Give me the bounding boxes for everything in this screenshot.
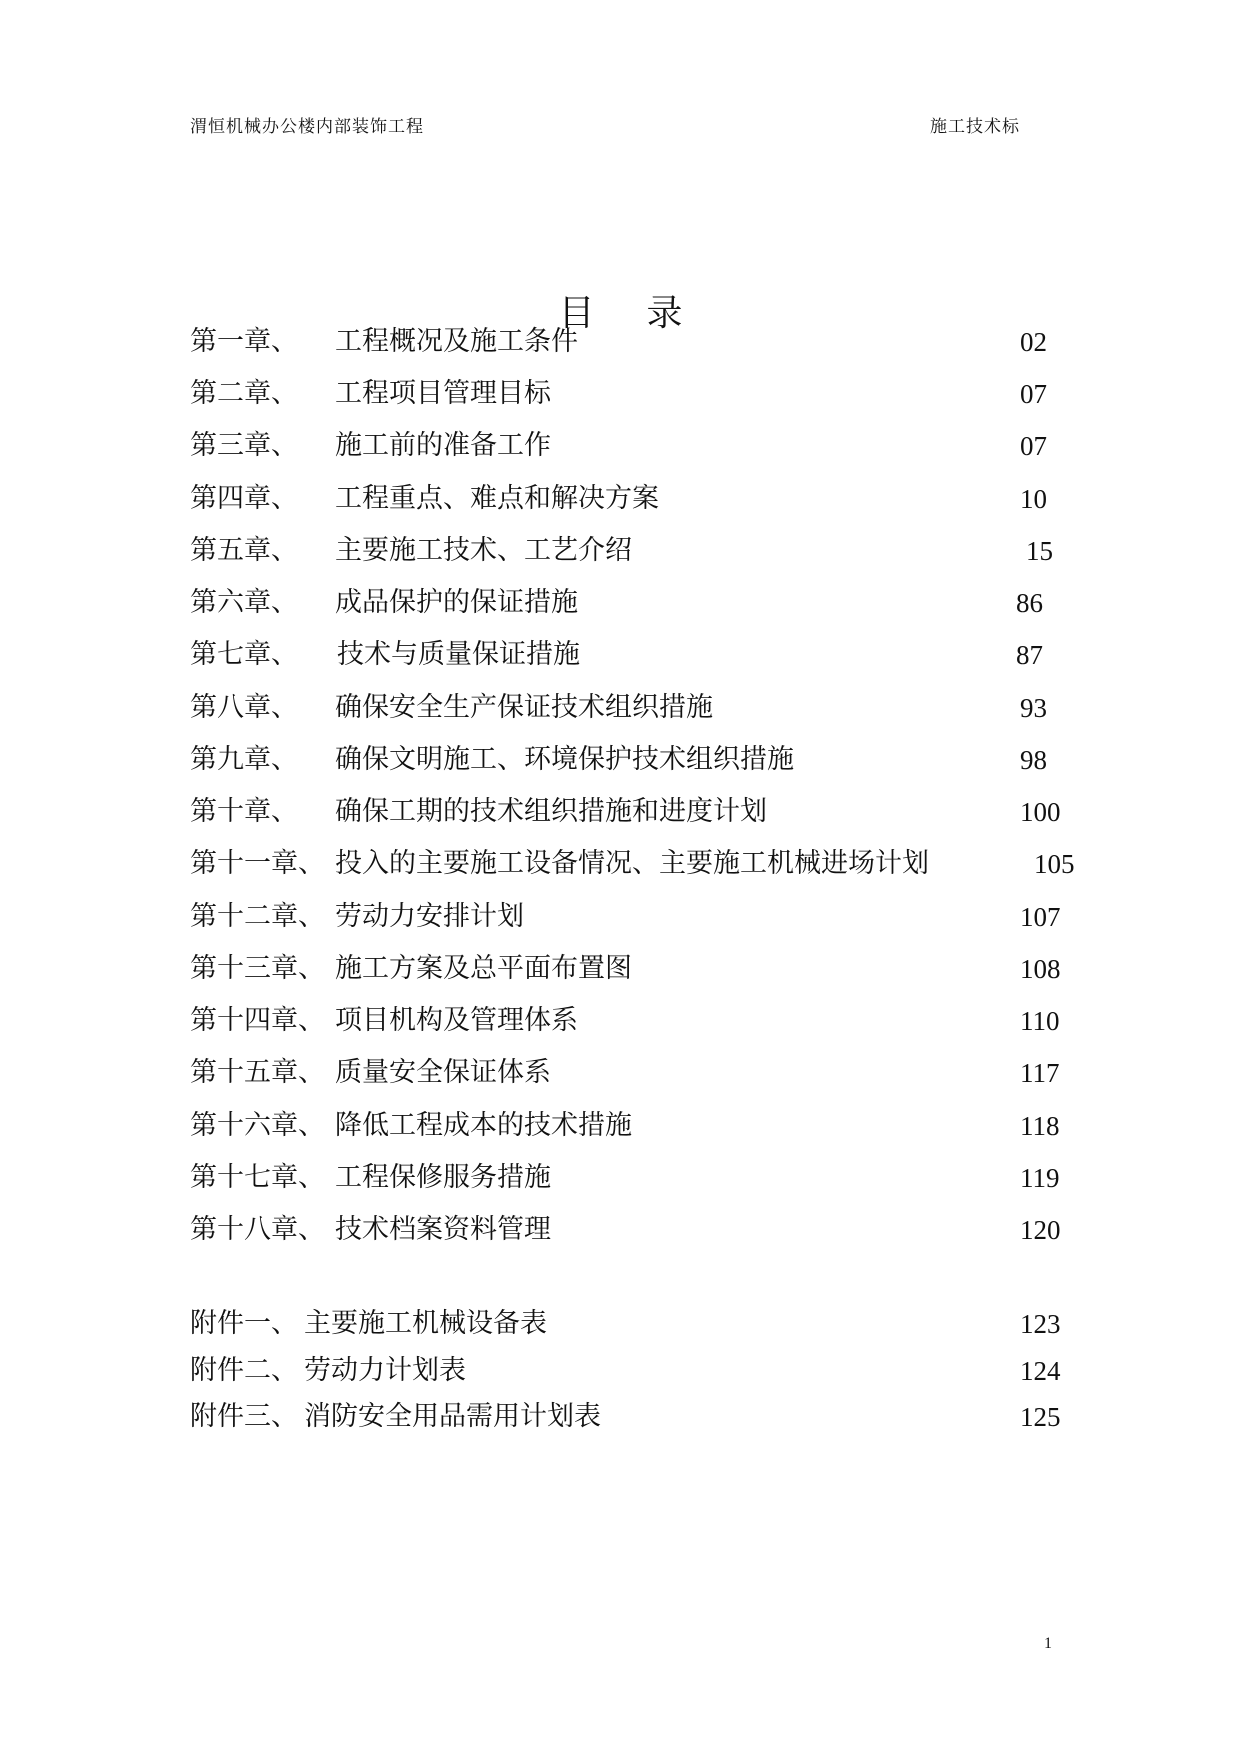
toc-row[interactable] — [190, 688, 1090, 728]
toc-row[interactable] — [190, 426, 1090, 466]
toc-chapter: 第十七章、 — [190, 1162, 325, 1193]
toc-chapter: 第四章、 — [190, 483, 298, 514]
toc-title: 工程概况及施工条件 — [335, 326, 578, 357]
toc-title: 技术与质量保证措施 — [337, 639, 580, 670]
toc-row[interactable] — [190, 479, 1090, 519]
toc-row[interactable] — [190, 792, 1090, 832]
appendix-page: 125 — [1020, 1402, 1061, 1432]
toc-title: 投入的主要施工设备情况、主要施工机械进场计划 — [335, 848, 929, 879]
appendix-label: 附件二、 — [190, 1355, 298, 1386]
toc-row[interactable] — [190, 1001, 1090, 1041]
appendix-row[interactable] — [190, 1351, 1090, 1391]
page-number: 1 — [1044, 1635, 1052, 1652]
toc-page: 15 — [1026, 536, 1053, 566]
toc-row[interactable] — [190, 322, 1090, 362]
title-char-1: 目 — [558, 293, 595, 334]
appendix-row[interactable] — [190, 1304, 1090, 1344]
header-doc-type: 施工技术标 — [930, 117, 1020, 137]
toc-title: 质量安全保证体系 — [335, 1057, 551, 1088]
toc-row[interactable] — [190, 635, 1090, 675]
title-char-2: 录 — [646, 293, 683, 334]
appendix-title: 劳动力计划表 — [304, 1355, 466, 1386]
toc-page: 108 — [1020, 954, 1061, 984]
toc-title: 施工前的准备工作 — [335, 430, 551, 461]
toc-chapter: 第十一章、 — [190, 848, 325, 879]
toc-page: 110 — [1020, 1006, 1060, 1036]
toc-row[interactable] — [190, 374, 1090, 414]
appendix-page: 124 — [1020, 1356, 1061, 1386]
toc-row[interactable] — [190, 844, 1090, 884]
toc-page: 118 — [1020, 1111, 1060, 1141]
toc-chapter: 第十六章、 — [190, 1110, 325, 1141]
toc-title: 施工方案及总平面布置图 — [335, 953, 632, 984]
toc-row[interactable] — [190, 1158, 1090, 1198]
toc-page: 10 — [1020, 484, 1047, 514]
toc-chapter: 第十二章、 — [190, 901, 325, 932]
toc-page: 86 — [1016, 588, 1043, 618]
toc-title: 主要施工技术、工艺介绍 — [335, 535, 632, 566]
toc-chapter: 第十章、 — [190, 796, 298, 827]
appendix-title: 主要施工机械设备表 — [304, 1308, 547, 1339]
appendix-page: 123 — [1020, 1309, 1061, 1339]
toc-page: 07 — [1020, 379, 1047, 409]
toc-title: 工程重点、难点和解决方案 — [335, 483, 659, 514]
toc-page: 93 — [1020, 693, 1047, 723]
toc-page: 100 — [1020, 797, 1061, 827]
toc-chapter: 第七章、 — [190, 639, 298, 670]
toc-title: 项目机构及管理体系 — [335, 1005, 578, 1036]
toc-page: 120 — [1020, 1215, 1061, 1245]
toc-row[interactable] — [190, 531, 1090, 571]
toc-title: 降低工程成本的技术措施 — [335, 1110, 632, 1141]
toc-chapter: 第二章、 — [190, 378, 298, 409]
toc-title: 劳动力安排计划 — [335, 901, 524, 932]
toc-chapter: 第一章、 — [190, 326, 298, 357]
toc-title: 确保安全生产保证技术组织措施 — [335, 692, 713, 723]
toc-chapter: 第三章、 — [190, 430, 298, 461]
toc-chapter: 第十三章、 — [190, 953, 325, 984]
toc-page: 07 — [1020, 431, 1047, 461]
toc-row[interactable] — [190, 1106, 1090, 1146]
toc-page: 105 — [1034, 849, 1075, 879]
toc-row[interactable] — [190, 1210, 1090, 1250]
toc-page: 117 — [1020, 1058, 1060, 1088]
appendix-label: 附件三、 — [190, 1401, 298, 1432]
appendix-label: 附件一、 — [190, 1308, 298, 1339]
toc-row[interactable] — [190, 897, 1090, 937]
toc-title: 成品保护的保证措施 — [335, 587, 578, 618]
toc-chapter: 第八章、 — [190, 692, 298, 723]
toc-row[interactable] — [190, 740, 1090, 780]
toc-page: 119 — [1020, 1163, 1060, 1193]
toc-title: 确保工期的技术组织措施和进度计划 — [335, 796, 767, 827]
toc-chapter: 第十四章、 — [190, 1005, 325, 1036]
toc-page: 98 — [1020, 745, 1047, 775]
toc-chapter: 第五章、 — [190, 535, 298, 566]
header-project-name: 渭恒机械办公楼内部装饰工程 — [190, 117, 424, 137]
toc-title: 确保文明施工、环境保护技术组织措施 — [335, 744, 794, 775]
toc-chapter: 第十八章、 — [190, 1214, 325, 1245]
toc-page: 107 — [1020, 902, 1061, 932]
toc-chapter: 第六章、 — [190, 587, 298, 618]
toc-row[interactable] — [190, 1053, 1090, 1093]
toc-title: 工程保修服务措施 — [335, 1162, 551, 1193]
toc-page: 87 — [1016, 640, 1043, 670]
appendix-row[interactable] — [190, 1397, 1090, 1437]
toc-title: 技术档案资料管理 — [335, 1214, 551, 1245]
toc-row[interactable] — [190, 583, 1090, 623]
toc-page: 02 — [1020, 327, 1047, 357]
toc-title: 工程项目管理目标 — [335, 378, 551, 409]
appendix-title: 消防安全用品需用计划表 — [304, 1401, 601, 1432]
toc-chapter: 第十五章、 — [190, 1057, 325, 1088]
toc-chapter: 第九章、 — [190, 744, 298, 775]
toc-row[interactable] — [190, 949, 1090, 989]
